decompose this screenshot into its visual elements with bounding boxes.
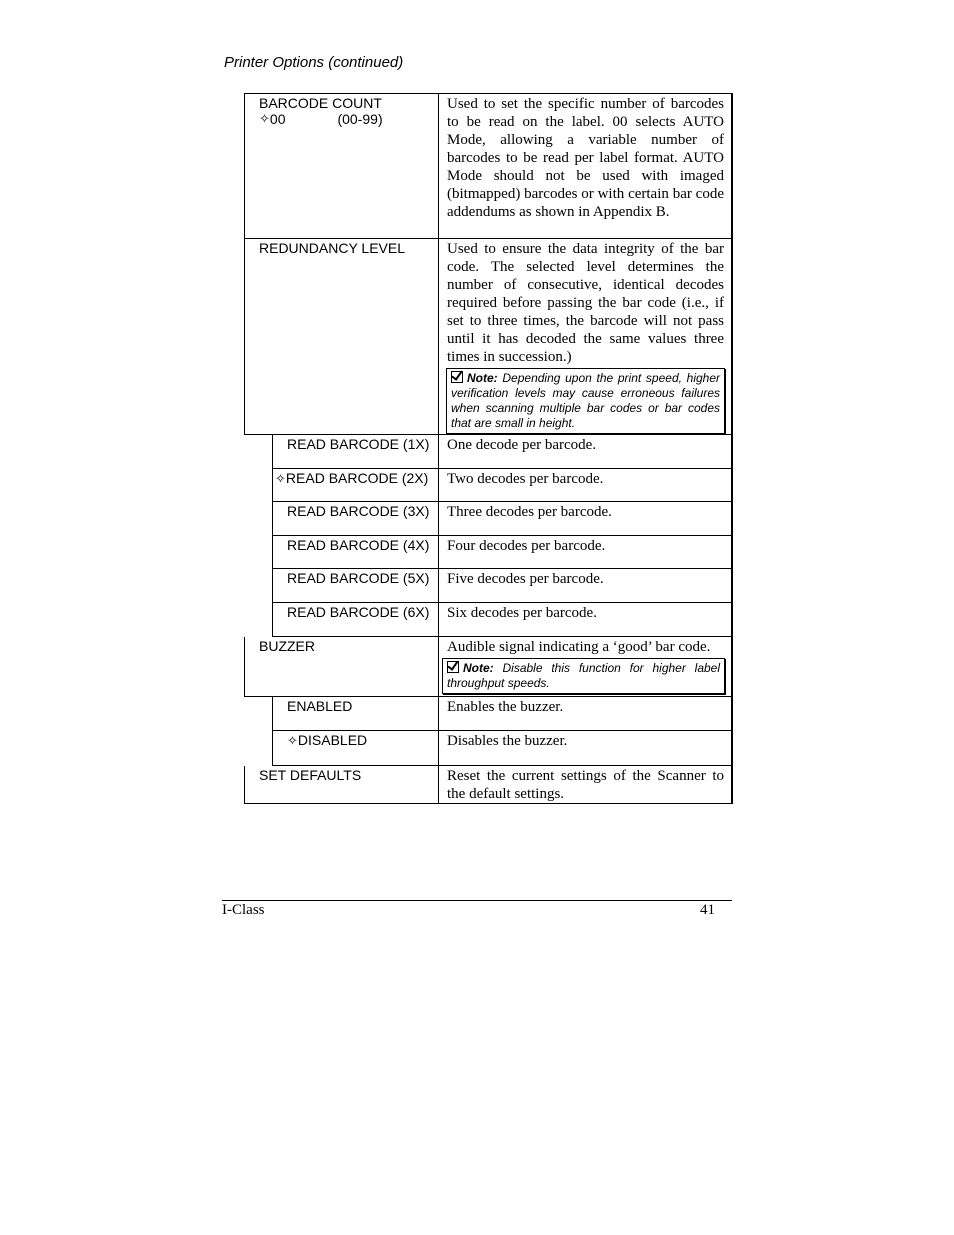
- option-label: READ BARCODE (3X): [287, 503, 430, 519]
- option-label: ENABLED: [287, 698, 353, 714]
- table-row-barcode-count: [244, 93, 733, 239]
- option-label: READ BARCODE (1X): [287, 436, 430, 452]
- note-text: Disable this function for higher label throughput speeds.: [447, 661, 721, 690]
- table-row-set-defaults: [244, 766, 733, 804]
- note-label: Note:: [463, 661, 494, 675]
- table-row-read-barcode-1x: [272, 435, 733, 469]
- option-description: Used to set the specific number of barcodes to be read on the label. 00 selects AUTO Mode, allowing a variable number of barcodes to be read per label format. AUTO Mode should not be used with imaged (bitmapped) barcodes or with certain bar code addendums as shown in Appendix B.: [447, 96, 724, 220]
- option-label: BUZZER: [259, 638, 315, 654]
- option-label-cell: [245, 94, 439, 238]
- table-row-read-barcode-2x: [272, 469, 733, 502]
- option-label-cell: [273, 569, 439, 602]
- option-description: Four decodes per barcode.: [447, 538, 606, 554]
- option-label-cell: [273, 435, 439, 468]
- checkbox-icon: [451, 371, 463, 383]
- table-row-read-barcode-3x: [272, 502, 733, 536]
- default-star-icon: ✧: [275, 471, 286, 486]
- default-star-icon: ✧: [287, 733, 298, 748]
- option-label-cell: [273, 469, 439, 501]
- option-label: READ BARCODE (6X): [287, 604, 430, 620]
- note-label: Note:: [467, 371, 498, 385]
- table-row-read-barcode-6x: [272, 603, 733, 637]
- option-description: Enables the buzzer.: [447, 699, 564, 715]
- option-label: READ BARCODE (2X): [285, 470, 429, 486]
- printer-options-table: [244, 93, 733, 804]
- default-star-icon: ✧: [259, 111, 270, 126]
- option-description: One decode per barcode.: [447, 437, 597, 453]
- note-text: Depending upon the print speed, higher verification levels may cause erroneous failures when scanning multiple bar codes or bar codes that are small in height.: [451, 371, 720, 430]
- table-row-read-barcode-4x: [272, 536, 733, 569]
- option-description: Three decodes per barcode.: [447, 504, 612, 520]
- option-description-cell: [439, 637, 731, 696]
- footer-divider: [222, 900, 732, 901]
- option-label-cell: [273, 603, 439, 636]
- option-description: Audible signal indicating a ‘good’ bar code.: [447, 639, 711, 655]
- option-label-cell: [273, 697, 439, 730]
- default-value-line: [259, 111, 438, 127]
- option-label-cell: [245, 239, 439, 434]
- option-label: BARCODE COUNT: [259, 95, 382, 111]
- option-label: DISABLED: [297, 732, 368, 748]
- option-label-cell: [273, 731, 439, 765]
- option-description: Two decodes per barcode.: [447, 471, 604, 487]
- table-row-buzzer: [244, 637, 733, 697]
- option-description: Used to ensure the data integrity of the bar code. The selected level determines the number of consecutive, identical decodes required before passing the bar code (i.e., if set to three times, the barcode will not pass until it has decoded the same values three times in succession.): [447, 241, 724, 365]
- option-label: SET DEFAULTS: [259, 767, 362, 783]
- option-label-cell: [273, 536, 439, 568]
- page-number: 41: [700, 902, 715, 918]
- option-description-cell: [439, 239, 731, 434]
- table-row-buzzer-enabled: [272, 697, 733, 731]
- note-box: [442, 658, 725, 694]
- option-description: Five decodes per barcode.: [447, 571, 604, 587]
- option-description: Reset the current settings of the Scanner to the default settings.: [447, 768, 724, 802]
- checkbox-icon: [447, 661, 459, 673]
- option-label: READ BARCODE (5X): [287, 570, 430, 586]
- note-box: [446, 368, 725, 434]
- option-description: Six decodes per barcode.: [447, 605, 597, 621]
- option-label-cell: [245, 766, 439, 803]
- value-range: (00-99): [337, 111, 383, 127]
- page-title: Printer Options (continued): [224, 54, 404, 71]
- option-label-cell: [245, 637, 439, 696]
- table-row-buzzer-disabled: [272, 731, 733, 766]
- option-label-cell: [273, 502, 439, 535]
- option-label: READ BARCODE (4X): [287, 537, 430, 553]
- default-value: 00: [269, 111, 286, 127]
- footer-product-name: I-Class: [222, 902, 265, 918]
- option-label: REDUNDANCY LEVEL: [259, 240, 406, 256]
- table-row-read-barcode-5x: [272, 569, 733, 603]
- option-description: Disables the buzzer.: [447, 733, 568, 749]
- table-row-redundancy-level: [244, 239, 733, 435]
